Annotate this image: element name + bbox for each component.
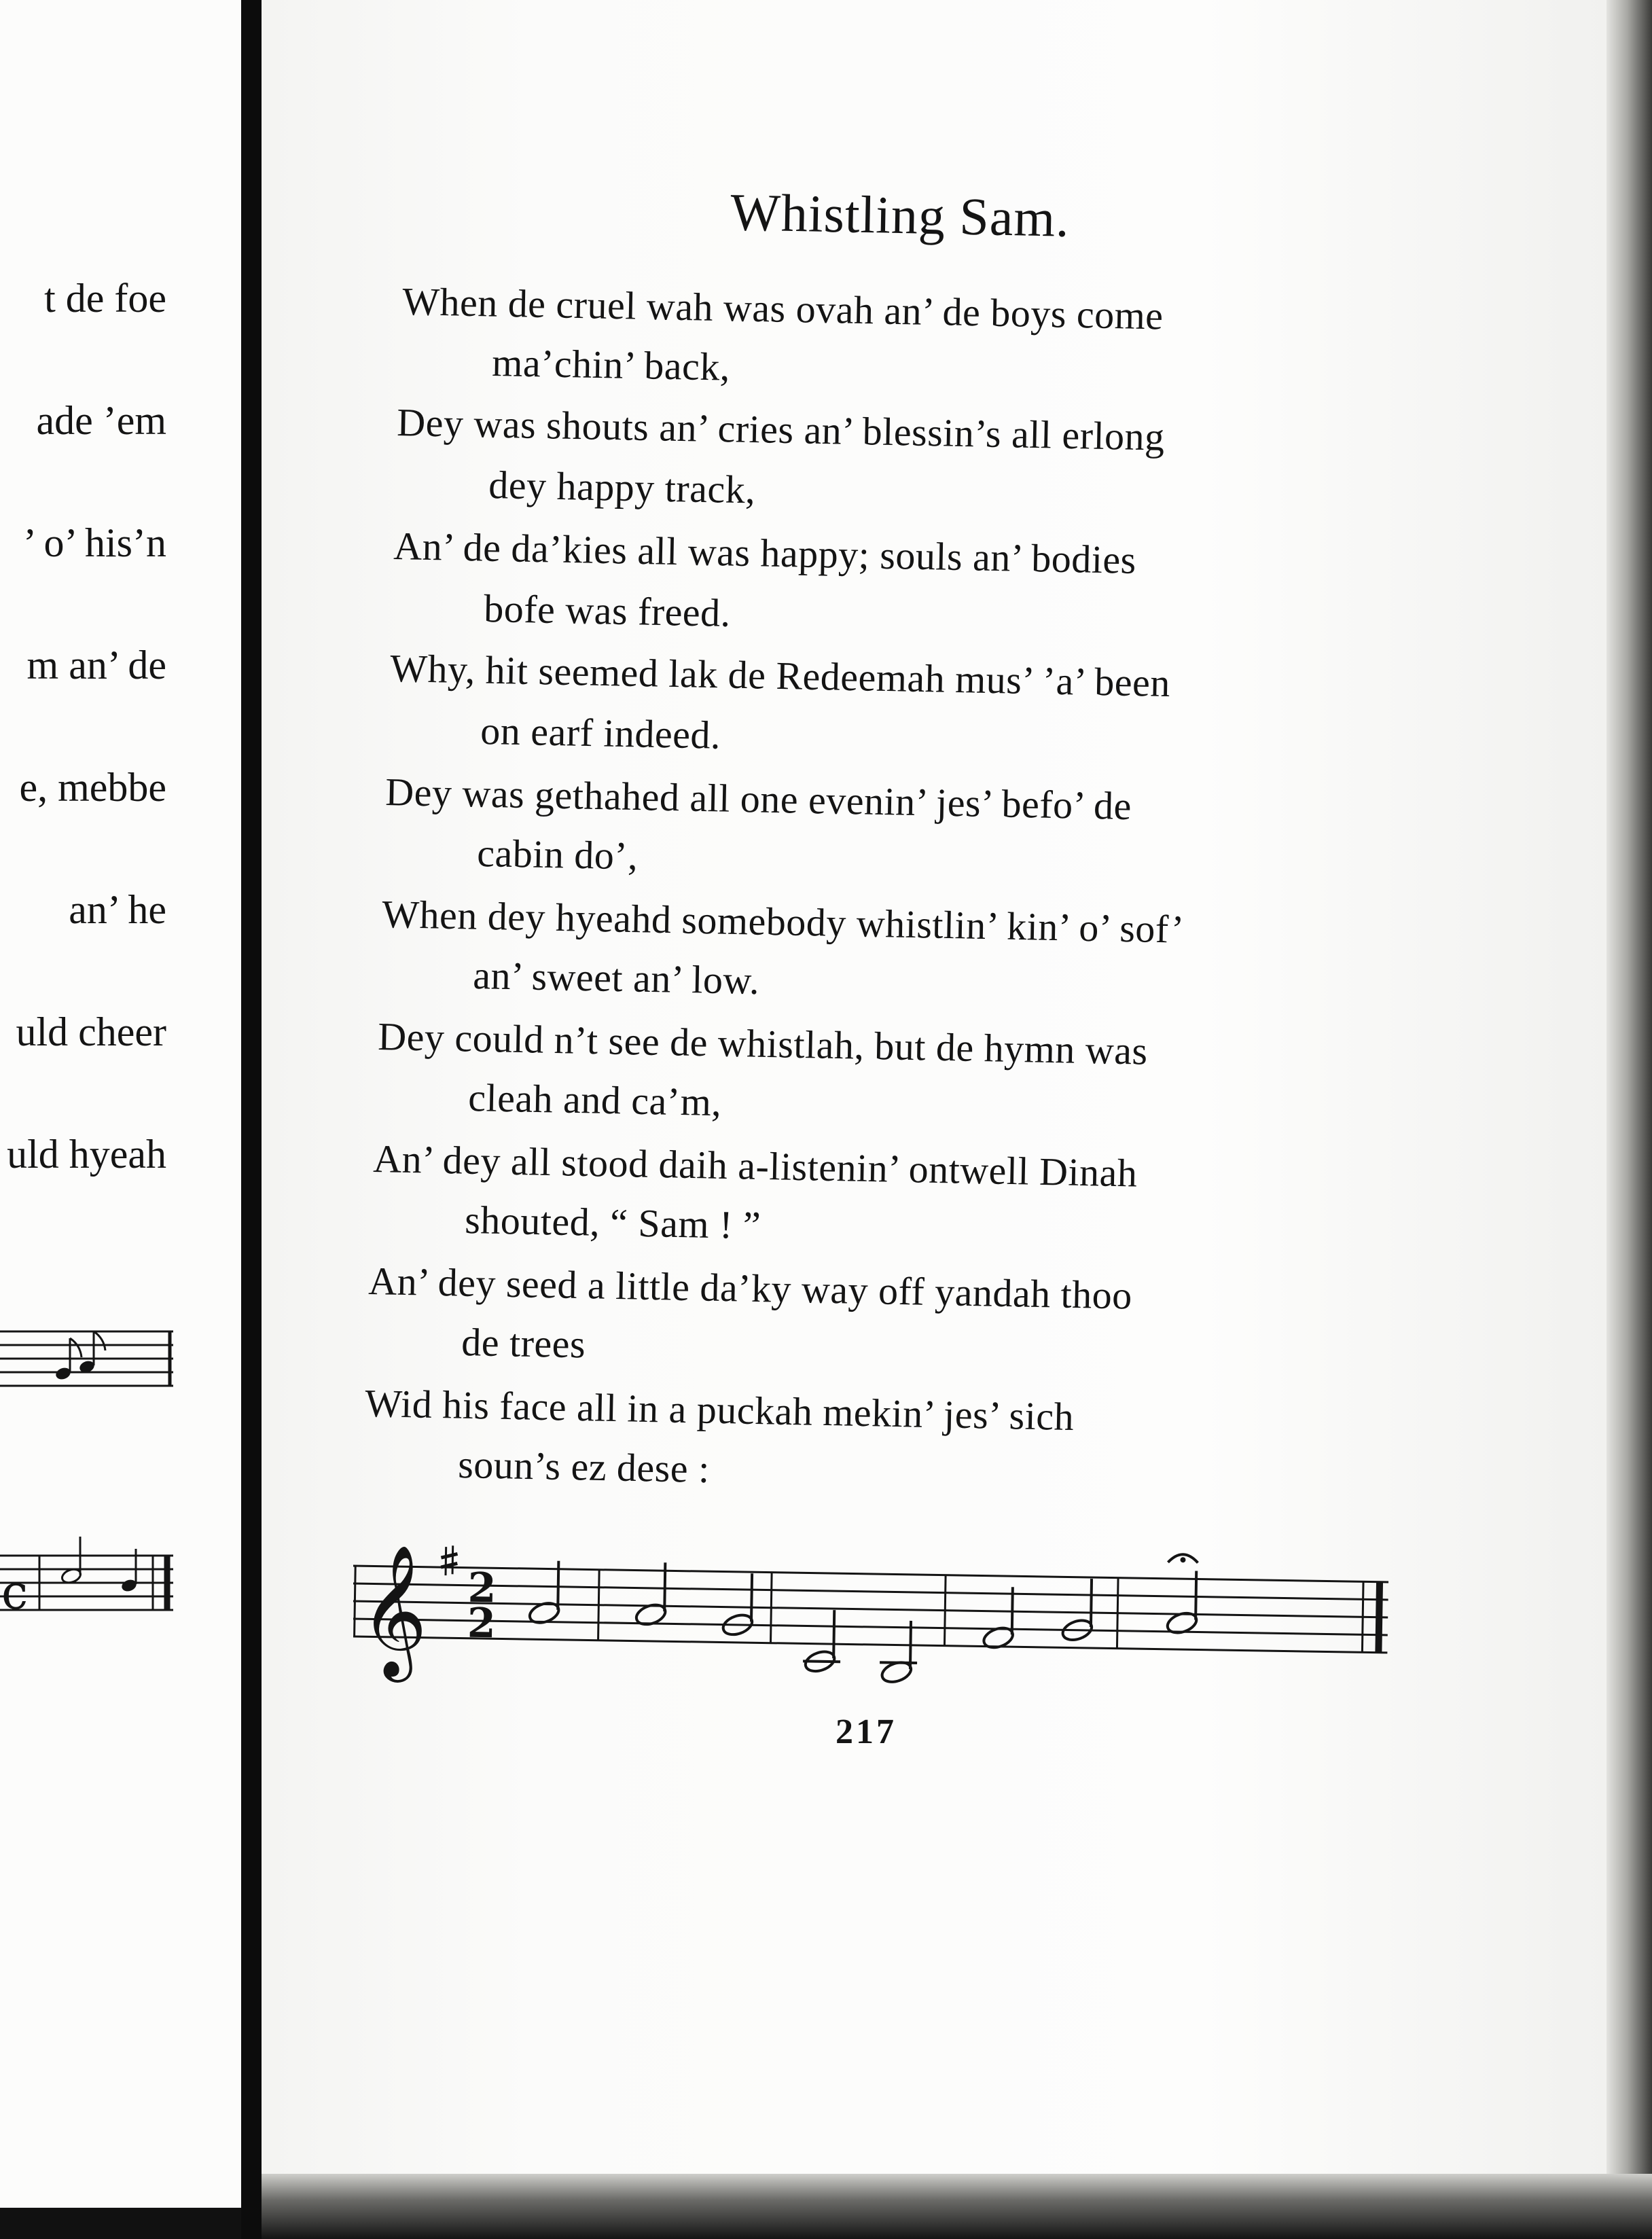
poem-line-continuation: soun’s ez dese : xyxy=(457,1441,711,1492)
left-page-line: m an’ de xyxy=(26,643,166,687)
page-edge-bottom xyxy=(262,2174,1652,2239)
page-number: 217 xyxy=(836,1713,897,1751)
poem-line-continuation: cleah and ca’m, xyxy=(467,1075,722,1125)
svg-text:2: 2 xyxy=(467,1564,497,1613)
left-page xyxy=(0,0,241,2208)
book-gutter xyxy=(241,0,262,2239)
poem-line-continuation: shouted, “ Sam ! ” xyxy=(464,1197,761,1248)
fermata-icon xyxy=(1168,1554,1198,1563)
left-page-line: ade ’em xyxy=(36,398,166,443)
poem-line-continuation: on earf indeed. xyxy=(480,708,721,757)
left-music-staff-upper xyxy=(0,1311,241,1447)
poem-line-continuation: cabin do’, xyxy=(476,830,639,878)
poem-line: An’ dey all stood daih a-listenin’ ontwell Dinah xyxy=(372,1136,1138,1196)
left-page-line: uld cheer xyxy=(16,1009,166,1054)
poem-line: Wid his face all in a puckah mekin’ jes’ sich xyxy=(364,1380,1075,1439)
svg-text:c: c xyxy=(1,1564,29,1620)
left-page-line: an’ he xyxy=(69,887,166,932)
poem-line-continuation: dey happy track, xyxy=(488,462,756,512)
poem-line-continuation: bofe was freed. xyxy=(483,586,732,635)
poem-line: Dey was gethahed all one evenin’ jes’ befo’ de xyxy=(384,769,1132,829)
svg-text:𝄞: 𝄞 xyxy=(359,1543,429,1677)
left-page-line: t de foe xyxy=(44,276,166,321)
poem-line: When dey hyeahd somebody whistlin’ kin’ o’ sof’ xyxy=(381,891,1185,952)
poem-line: Dey was shouts an’ cries an’ blessin’s all erlong xyxy=(396,399,1166,459)
poem-line: An’ dey seed a little da’ky way off yandah thoo xyxy=(367,1258,1133,1318)
left-page-line: e, mebbe xyxy=(19,765,166,810)
left-music-staff-lower xyxy=(0,1528,241,1664)
poem-line-continuation: de trees xyxy=(461,1319,586,1367)
page-edge-right xyxy=(1606,0,1652,2239)
page-title: Whistling Sam. xyxy=(730,182,1071,248)
poem xyxy=(262,0,1606,2174)
sharp-icon xyxy=(441,1545,458,1575)
poem-line: When de cruel wah was ovah an’ de boys come xyxy=(401,279,1164,338)
music-staff xyxy=(353,1532,1413,1715)
poem-line: Dey could n’t see de whistlah, but de hymn was xyxy=(377,1014,1149,1073)
poem-line-continuation: an’ sweet an’ low. xyxy=(472,952,760,1003)
left-page-line: ’ o’ his’n xyxy=(22,520,166,565)
treble-clef-icon xyxy=(359,1543,429,1683)
poem-line: Why, hit seemed lak de Redeemah mus’ ’a’ been xyxy=(389,645,1171,706)
left-page-line: uld hyeah xyxy=(7,1132,166,1177)
poem-line-continuation: ma’chin’ back, xyxy=(491,340,731,389)
right-page xyxy=(262,0,1606,2174)
time-signature xyxy=(467,1564,497,1648)
poem-line: An’ de da’kies all was happy; souls an’ bodies xyxy=(393,523,1137,582)
svg-text:2: 2 xyxy=(467,1599,497,1648)
